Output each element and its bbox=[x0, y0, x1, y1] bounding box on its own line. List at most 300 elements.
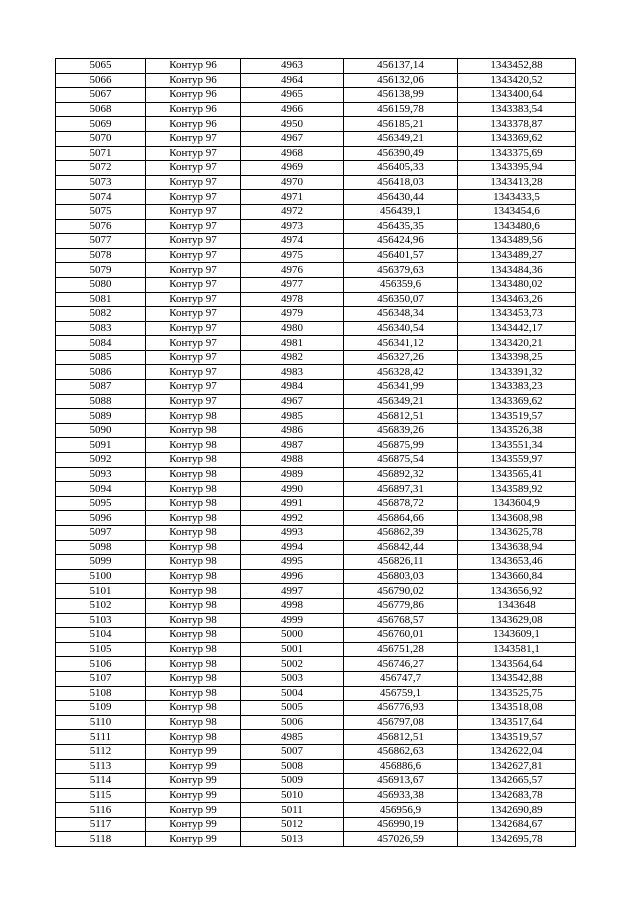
x-coordinate-cell: 456864,66 bbox=[344, 511, 458, 526]
table-row bbox=[56, 234, 576, 249]
row-number-cell: 5069 bbox=[56, 117, 146, 132]
row-number-cell: 5075 bbox=[56, 204, 146, 219]
table-row bbox=[56, 628, 576, 643]
contour-name-cell: Контур 98 bbox=[146, 628, 241, 643]
table-row bbox=[56, 248, 576, 263]
point-number-cell: 4989 bbox=[241, 467, 344, 482]
row-number-cell: 5103 bbox=[56, 613, 146, 628]
row-number-cell: 5090 bbox=[56, 423, 146, 438]
x-coordinate-cell: 456768,57 bbox=[344, 613, 458, 628]
contour-name-cell: Контур 97 bbox=[146, 321, 241, 336]
point-number-cell: 4967 bbox=[241, 131, 344, 146]
y-coordinate-cell: 1343564,64 bbox=[458, 657, 576, 672]
contour-name-cell: Контур 97 bbox=[146, 219, 241, 234]
point-number-cell: 4979 bbox=[241, 307, 344, 322]
row-number-cell: 5111 bbox=[56, 730, 146, 745]
row-number-cell: 5084 bbox=[56, 336, 146, 351]
x-coordinate-cell: 456812,51 bbox=[344, 409, 458, 424]
point-number-cell: 5005 bbox=[241, 701, 344, 716]
point-number-cell: 5010 bbox=[241, 788, 344, 803]
contour-name-cell: Контур 97 bbox=[146, 307, 241, 322]
x-coordinate-cell: 456348,34 bbox=[344, 307, 458, 322]
table-row bbox=[56, 686, 576, 701]
y-coordinate-cell: 1343648 bbox=[458, 598, 576, 613]
table-row bbox=[56, 336, 576, 351]
x-coordinate-cell: 456751,28 bbox=[344, 642, 458, 657]
x-coordinate-cell: 456803,03 bbox=[344, 569, 458, 584]
table-row bbox=[56, 292, 576, 307]
contour-name-cell: Контур 98 bbox=[146, 671, 241, 686]
x-coordinate-cell: 456826,11 bbox=[344, 555, 458, 570]
contour-name-cell: Контур 98 bbox=[146, 467, 241, 482]
point-number-cell: 4964 bbox=[241, 73, 344, 88]
point-number-cell: 4997 bbox=[241, 584, 344, 599]
coordinates-table-body bbox=[56, 59, 576, 847]
contour-name-cell: Контур 97 bbox=[146, 394, 241, 409]
contour-name-cell: Контур 96 bbox=[146, 59, 241, 74]
point-number-cell: 5011 bbox=[241, 803, 344, 818]
y-coordinate-cell: 1343383,23 bbox=[458, 380, 576, 395]
y-coordinate-cell: 1343489,56 bbox=[458, 234, 576, 249]
point-number-cell: 5012 bbox=[241, 817, 344, 832]
point-number-cell: 4999 bbox=[241, 613, 344, 628]
x-coordinate-cell: 456424,96 bbox=[344, 234, 458, 249]
row-number-cell: 5117 bbox=[56, 817, 146, 832]
point-number-cell: 5006 bbox=[241, 715, 344, 730]
y-coordinate-cell: 1343420,52 bbox=[458, 73, 576, 88]
contour-name-cell: Контур 98 bbox=[146, 613, 241, 628]
row-number-cell: 5109 bbox=[56, 701, 146, 716]
table-row bbox=[56, 657, 576, 672]
contour-name-cell: Контур 98 bbox=[146, 642, 241, 657]
table-row bbox=[56, 365, 576, 380]
x-coordinate-cell: 456349,21 bbox=[344, 131, 458, 146]
contour-name-cell: Контур 97 bbox=[146, 175, 241, 190]
y-coordinate-cell: 1343463,26 bbox=[458, 292, 576, 307]
row-number-cell: 5077 bbox=[56, 234, 146, 249]
point-number-cell: 5008 bbox=[241, 759, 344, 774]
y-coordinate-cell: 1343519,57 bbox=[458, 730, 576, 745]
contour-name-cell: Контур 97 bbox=[146, 336, 241, 351]
row-number-cell: 5107 bbox=[56, 671, 146, 686]
table-row bbox=[56, 175, 576, 190]
y-coordinate-cell: 1343581,1 bbox=[458, 642, 576, 657]
x-coordinate-cell: 456341,99 bbox=[344, 380, 458, 395]
point-number-cell: 5007 bbox=[241, 744, 344, 759]
x-coordinate-cell: 456892,32 bbox=[344, 467, 458, 482]
x-coordinate-cell: 456812,51 bbox=[344, 730, 458, 745]
contour-name-cell: Контур 97 bbox=[146, 161, 241, 176]
contour-name-cell: Контур 98 bbox=[146, 453, 241, 468]
y-coordinate-cell: 1342665,57 bbox=[458, 774, 576, 789]
y-coordinate-cell: 1343542,88 bbox=[458, 671, 576, 686]
row-number-cell: 5106 bbox=[56, 657, 146, 672]
table-row bbox=[56, 73, 576, 88]
point-number-cell: 4994 bbox=[241, 540, 344, 555]
x-coordinate-cell: 456776,93 bbox=[344, 701, 458, 716]
y-coordinate-cell: 1343608,98 bbox=[458, 511, 576, 526]
y-coordinate-cell: 1343589,92 bbox=[458, 482, 576, 497]
point-number-cell: 4980 bbox=[241, 321, 344, 336]
row-number-cell: 5072 bbox=[56, 161, 146, 176]
x-coordinate-cell: 456746,27 bbox=[344, 657, 458, 672]
contour-name-cell: Контур 98 bbox=[146, 686, 241, 701]
row-number-cell: 5101 bbox=[56, 584, 146, 599]
row-number-cell: 5116 bbox=[56, 803, 146, 818]
row-number-cell: 5105 bbox=[56, 642, 146, 657]
point-number-cell: 5003 bbox=[241, 671, 344, 686]
point-number-cell: 5004 bbox=[241, 686, 344, 701]
y-coordinate-cell: 1343453,73 bbox=[458, 307, 576, 322]
y-coordinate-cell: 1343518,08 bbox=[458, 701, 576, 716]
contour-name-cell: Контур 96 bbox=[146, 88, 241, 103]
row-number-cell: 5113 bbox=[56, 759, 146, 774]
point-number-cell: 4998 bbox=[241, 598, 344, 613]
point-number-cell: 4988 bbox=[241, 453, 344, 468]
y-coordinate-cell: 1342622,04 bbox=[458, 744, 576, 759]
y-coordinate-cell: 1342695,78 bbox=[458, 832, 576, 847]
table-row bbox=[56, 423, 576, 438]
point-number-cell: 4996 bbox=[241, 569, 344, 584]
row-number-cell: 5083 bbox=[56, 321, 146, 336]
point-number-cell: 4969 bbox=[241, 161, 344, 176]
table-row bbox=[56, 803, 576, 818]
y-coordinate-cell: 1343489,27 bbox=[458, 248, 576, 263]
table-row bbox=[56, 671, 576, 686]
point-number-cell: 4965 bbox=[241, 88, 344, 103]
contour-name-cell: Контур 97 bbox=[146, 234, 241, 249]
point-number-cell: 4978 bbox=[241, 292, 344, 307]
y-coordinate-cell: 1343480,02 bbox=[458, 277, 576, 292]
table-row bbox=[56, 409, 576, 424]
contour-name-cell: Контур 98 bbox=[146, 540, 241, 555]
contour-name-cell: Контур 97 bbox=[146, 263, 241, 278]
row-number-cell: 5094 bbox=[56, 482, 146, 497]
table-row bbox=[56, 350, 576, 365]
row-number-cell: 5096 bbox=[56, 511, 146, 526]
x-coordinate-cell: 456340,54 bbox=[344, 321, 458, 336]
row-number-cell: 5099 bbox=[56, 555, 146, 570]
row-number-cell: 5095 bbox=[56, 496, 146, 511]
contour-name-cell: Контур 99 bbox=[146, 803, 241, 818]
point-number-cell: 5009 bbox=[241, 774, 344, 789]
contour-name-cell: Контур 99 bbox=[146, 759, 241, 774]
table-row bbox=[56, 715, 576, 730]
y-coordinate-cell: 1343400,64 bbox=[458, 88, 576, 103]
x-coordinate-cell: 456439,1 bbox=[344, 204, 458, 219]
x-coordinate-cell: 456350,07 bbox=[344, 292, 458, 307]
row-number-cell: 5066 bbox=[56, 73, 146, 88]
row-number-cell: 5070 bbox=[56, 131, 146, 146]
y-coordinate-cell: 1343391,32 bbox=[458, 365, 576, 380]
point-number-cell: 5013 bbox=[241, 832, 344, 847]
y-coordinate-cell: 1343526,38 bbox=[458, 423, 576, 438]
point-number-cell: 5002 bbox=[241, 657, 344, 672]
x-coordinate-cell: 456886,6 bbox=[344, 759, 458, 774]
point-number-cell: 4966 bbox=[241, 102, 344, 117]
x-coordinate-cell: 456747,7 bbox=[344, 671, 458, 686]
row-number-cell: 5102 bbox=[56, 598, 146, 613]
row-number-cell: 5115 bbox=[56, 788, 146, 803]
point-number-cell: 5001 bbox=[241, 642, 344, 657]
x-coordinate-cell: 457026,59 bbox=[344, 832, 458, 847]
table-row bbox=[56, 817, 576, 832]
y-coordinate-cell: 1342690,89 bbox=[458, 803, 576, 818]
table-row bbox=[56, 204, 576, 219]
table-row bbox=[56, 598, 576, 613]
y-coordinate-cell: 1343565,41 bbox=[458, 467, 576, 482]
table-row bbox=[56, 59, 576, 74]
contour-name-cell: Контур 97 bbox=[146, 190, 241, 205]
row-number-cell: 5097 bbox=[56, 526, 146, 541]
y-coordinate-cell: 1343452,88 bbox=[458, 59, 576, 74]
table-row bbox=[56, 117, 576, 132]
contour-name-cell: Контур 98 bbox=[146, 701, 241, 716]
contour-name-cell: Контур 97 bbox=[146, 146, 241, 161]
y-coordinate-cell: 1342627,81 bbox=[458, 759, 576, 774]
row-number-cell: 5071 bbox=[56, 146, 146, 161]
x-coordinate-cell: 456875,54 bbox=[344, 453, 458, 468]
x-coordinate-cell: 456913,67 bbox=[344, 774, 458, 789]
table-row bbox=[56, 774, 576, 789]
contour-name-cell: Контур 97 bbox=[146, 380, 241, 395]
row-number-cell: 5108 bbox=[56, 686, 146, 701]
row-number-cell: 5081 bbox=[56, 292, 146, 307]
y-coordinate-cell: 1343413,28 bbox=[458, 175, 576, 190]
contour-name-cell: Контур 98 bbox=[146, 598, 241, 613]
table-row bbox=[56, 307, 576, 322]
point-number-cell: 4995 bbox=[241, 555, 344, 570]
x-coordinate-cell: 456862,39 bbox=[344, 526, 458, 541]
table-row bbox=[56, 642, 576, 657]
row-number-cell: 5104 bbox=[56, 628, 146, 643]
row-number-cell: 5079 bbox=[56, 263, 146, 278]
table-row bbox=[56, 788, 576, 803]
table-row bbox=[56, 744, 576, 759]
y-coordinate-cell: 1343551,34 bbox=[458, 438, 576, 453]
row-number-cell: 5082 bbox=[56, 307, 146, 322]
table-row bbox=[56, 394, 576, 409]
y-coordinate-cell: 1343625,78 bbox=[458, 526, 576, 541]
contour-name-cell: Контур 99 bbox=[146, 817, 241, 832]
point-number-cell: 4991 bbox=[241, 496, 344, 511]
x-coordinate-cell: 456760,01 bbox=[344, 628, 458, 643]
contour-name-cell: Контур 98 bbox=[146, 482, 241, 497]
y-coordinate-cell: 1343454,6 bbox=[458, 204, 576, 219]
row-number-cell: 5092 bbox=[56, 453, 146, 468]
x-coordinate-cell: 456401,57 bbox=[344, 248, 458, 263]
contour-name-cell: Контур 98 bbox=[146, 584, 241, 599]
row-number-cell: 5100 bbox=[56, 569, 146, 584]
y-coordinate-cell: 1343559,97 bbox=[458, 453, 576, 468]
table-row bbox=[56, 759, 576, 774]
y-coordinate-cell: 1343442,17 bbox=[458, 321, 576, 336]
y-coordinate-cell: 1343378,87 bbox=[458, 117, 576, 132]
contour-name-cell: Контур 97 bbox=[146, 248, 241, 263]
y-coordinate-cell: 1342683,78 bbox=[458, 788, 576, 803]
contour-name-cell: Контур 98 bbox=[146, 657, 241, 672]
row-number-cell: 5068 bbox=[56, 102, 146, 117]
row-number-cell: 5112 bbox=[56, 744, 146, 759]
point-number-cell: 4985 bbox=[241, 730, 344, 745]
point-number-cell: 4987 bbox=[241, 438, 344, 453]
table-row bbox=[56, 438, 576, 453]
row-number-cell: 5098 bbox=[56, 540, 146, 555]
x-coordinate-cell: 456185,21 bbox=[344, 117, 458, 132]
point-number-cell: 4977 bbox=[241, 277, 344, 292]
x-coordinate-cell: 456159,78 bbox=[344, 102, 458, 117]
x-coordinate-cell: 456897,31 bbox=[344, 482, 458, 497]
contour-name-cell: Контур 99 bbox=[146, 788, 241, 803]
row-number-cell: 5065 bbox=[56, 59, 146, 74]
point-number-cell: 4963 bbox=[241, 59, 344, 74]
y-coordinate-cell: 1343420,21 bbox=[458, 336, 576, 351]
y-coordinate-cell: 1343653,46 bbox=[458, 555, 576, 570]
table-row bbox=[56, 540, 576, 555]
table-row bbox=[56, 263, 576, 278]
y-coordinate-cell: 1343604,9 bbox=[458, 496, 576, 511]
y-coordinate-cell: 1343660,84 bbox=[458, 569, 576, 584]
y-coordinate-cell: 1343369,62 bbox=[458, 394, 576, 409]
x-coordinate-cell: 456349,21 bbox=[344, 394, 458, 409]
table-row bbox=[56, 496, 576, 511]
row-number-cell: 5091 bbox=[56, 438, 146, 453]
x-coordinate-cell: 456418,03 bbox=[344, 175, 458, 190]
table-row bbox=[56, 321, 576, 336]
x-coordinate-cell: 456779,86 bbox=[344, 598, 458, 613]
y-coordinate-cell: 1342684,67 bbox=[458, 817, 576, 832]
row-number-cell: 5093 bbox=[56, 467, 146, 482]
row-number-cell: 5085 bbox=[56, 350, 146, 365]
x-coordinate-cell: 456759,1 bbox=[344, 686, 458, 701]
y-coordinate-cell: 1343517,64 bbox=[458, 715, 576, 730]
y-coordinate-cell: 1343629,08 bbox=[458, 613, 576, 628]
contour-name-cell: Контур 99 bbox=[146, 744, 241, 759]
y-coordinate-cell: 1343609,1 bbox=[458, 628, 576, 643]
x-coordinate-cell: 456430,44 bbox=[344, 190, 458, 205]
contour-name-cell: Контур 96 bbox=[146, 102, 241, 117]
point-number-cell: 4970 bbox=[241, 175, 344, 190]
point-number-cell: 4974 bbox=[241, 234, 344, 249]
x-coordinate-cell: 456839,26 bbox=[344, 423, 458, 438]
table-row bbox=[56, 613, 576, 628]
x-coordinate-cell: 456790,02 bbox=[344, 584, 458, 599]
x-coordinate-cell: 456379,63 bbox=[344, 263, 458, 278]
x-coordinate-cell: 456327,26 bbox=[344, 350, 458, 365]
y-coordinate-cell: 1343395,94 bbox=[458, 161, 576, 176]
table-row bbox=[56, 555, 576, 570]
point-number-cell: 4981 bbox=[241, 336, 344, 351]
table-row bbox=[56, 526, 576, 541]
point-number-cell: 4982 bbox=[241, 350, 344, 365]
row-number-cell: 5080 bbox=[56, 277, 146, 292]
table-row bbox=[56, 102, 576, 117]
y-coordinate-cell: 1343525,75 bbox=[458, 686, 576, 701]
row-number-cell: 5073 bbox=[56, 175, 146, 190]
x-coordinate-cell: 456341,12 bbox=[344, 336, 458, 351]
point-number-cell: 4990 bbox=[241, 482, 344, 497]
table-row bbox=[56, 511, 576, 526]
x-coordinate-cell: 456933,38 bbox=[344, 788, 458, 803]
coordinates-table bbox=[55, 58, 576, 847]
point-number-cell: 4973 bbox=[241, 219, 344, 234]
contour-name-cell: Контур 98 bbox=[146, 423, 241, 438]
table-row bbox=[56, 832, 576, 847]
x-coordinate-cell: 456132,06 bbox=[344, 73, 458, 88]
y-coordinate-cell: 1343638,94 bbox=[458, 540, 576, 555]
contour-name-cell: Контур 96 bbox=[146, 73, 241, 88]
contour-name-cell: Контур 98 bbox=[146, 496, 241, 511]
row-number-cell: 5088 bbox=[56, 394, 146, 409]
contour-name-cell: Контур 98 bbox=[146, 526, 241, 541]
y-coordinate-cell: 1343369,62 bbox=[458, 131, 576, 146]
table-row bbox=[56, 730, 576, 745]
table-row bbox=[56, 453, 576, 468]
table-row bbox=[56, 467, 576, 482]
point-number-cell: 4975 bbox=[241, 248, 344, 263]
contour-name-cell: Контур 97 bbox=[146, 204, 241, 219]
table-row bbox=[56, 146, 576, 161]
point-number-cell: 4971 bbox=[241, 190, 344, 205]
x-coordinate-cell: 456435,35 bbox=[344, 219, 458, 234]
point-number-cell: 4983 bbox=[241, 365, 344, 380]
row-number-cell: 5114 bbox=[56, 774, 146, 789]
y-coordinate-cell: 1343383,54 bbox=[458, 102, 576, 117]
row-number-cell: 5110 bbox=[56, 715, 146, 730]
contour-name-cell: Контур 97 bbox=[146, 292, 241, 307]
x-coordinate-cell: 456137,14 bbox=[344, 59, 458, 74]
y-coordinate-cell: 1343484,36 bbox=[458, 263, 576, 278]
point-number-cell: 4972 bbox=[241, 204, 344, 219]
row-number-cell: 5118 bbox=[56, 832, 146, 847]
contour-name-cell: Контур 98 bbox=[146, 511, 241, 526]
point-number-cell: 4950 bbox=[241, 117, 344, 132]
x-coordinate-cell: 456875,99 bbox=[344, 438, 458, 453]
x-coordinate-cell: 456842,44 bbox=[344, 540, 458, 555]
table-row bbox=[56, 131, 576, 146]
table-row bbox=[56, 277, 576, 292]
x-coordinate-cell: 456138,99 bbox=[344, 88, 458, 103]
x-coordinate-cell: 456405,33 bbox=[344, 161, 458, 176]
contour-name-cell: Контур 98 bbox=[146, 438, 241, 453]
contour-name-cell: Контур 98 bbox=[146, 409, 241, 424]
point-number-cell: 4985 bbox=[241, 409, 344, 424]
x-coordinate-cell: 456956,9 bbox=[344, 803, 458, 818]
table-row bbox=[56, 701, 576, 716]
y-coordinate-cell: 1343656,92 bbox=[458, 584, 576, 599]
x-coordinate-cell: 456359,6 bbox=[344, 277, 458, 292]
y-coordinate-cell: 1343398,25 bbox=[458, 350, 576, 365]
row-number-cell: 5089 bbox=[56, 409, 146, 424]
contour-name-cell: Контур 99 bbox=[146, 774, 241, 789]
contour-name-cell: Контур 99 bbox=[146, 832, 241, 847]
contour-name-cell: Контур 96 bbox=[146, 117, 241, 132]
contour-name-cell: Контур 98 bbox=[146, 569, 241, 584]
row-number-cell: 5074 bbox=[56, 190, 146, 205]
point-number-cell: 4986 bbox=[241, 423, 344, 438]
point-number-cell: 4976 bbox=[241, 263, 344, 278]
y-coordinate-cell: 1343375,69 bbox=[458, 146, 576, 161]
table-row bbox=[56, 380, 576, 395]
contour-name-cell: Контур 97 bbox=[146, 365, 241, 380]
point-number-cell: 4968 bbox=[241, 146, 344, 161]
point-number-cell: 4984 bbox=[241, 380, 344, 395]
point-number-cell: 4992 bbox=[241, 511, 344, 526]
table-row bbox=[56, 88, 576, 103]
x-coordinate-cell: 456878,72 bbox=[344, 496, 458, 511]
x-coordinate-cell: 456862,63 bbox=[344, 744, 458, 759]
contour-name-cell: Контур 98 bbox=[146, 555, 241, 570]
